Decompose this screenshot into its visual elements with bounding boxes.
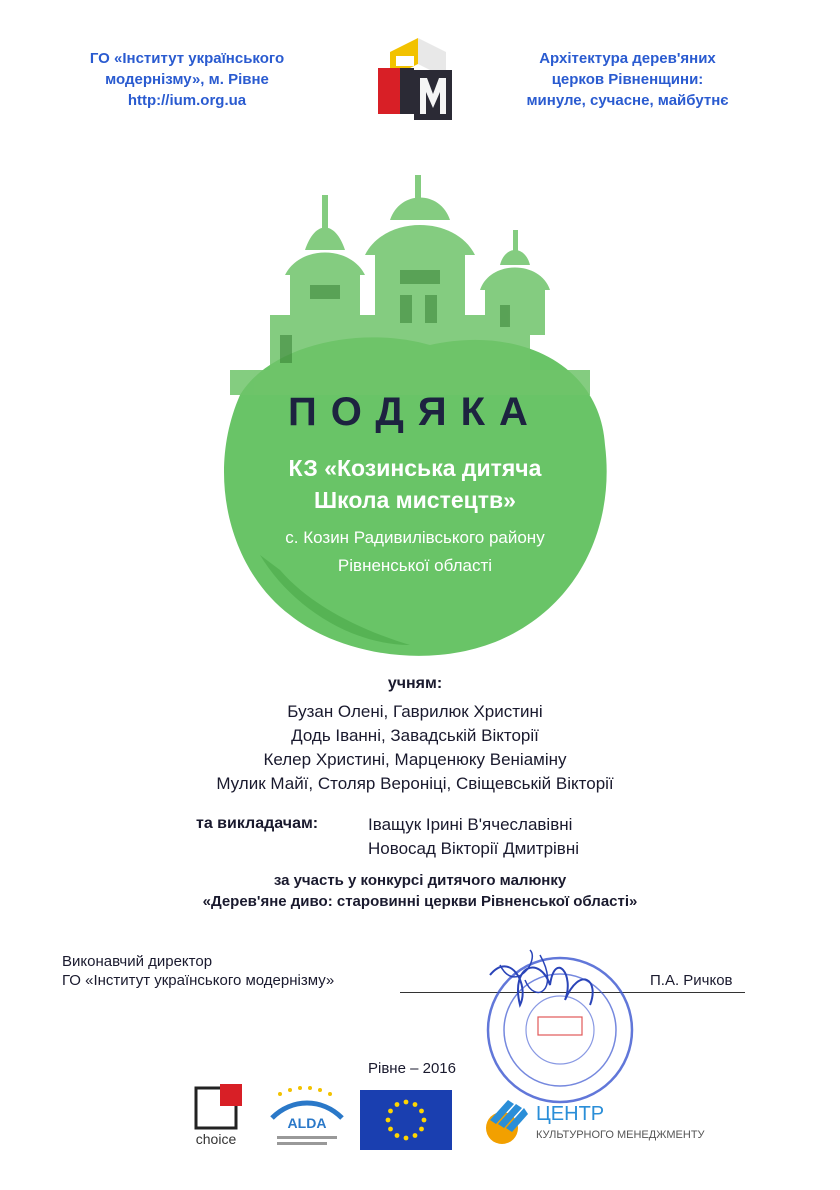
organizer-name-line1: ГО «Інститут українського (89, 50, 285, 67)
recipient-org-line2: Школа мистецтв» (314, 487, 516, 513)
choice-logo-icon (180, 1080, 260, 1160)
organizer-name-line2: модернізму», м. Рівне (105, 71, 269, 88)
alda-logo-icon (262, 1080, 352, 1160)
ium-logo-icon (370, 30, 460, 125)
round-stamp-icon (480, 945, 640, 1105)
organizer-url: http://ium.org.ua (127, 92, 247, 109)
pupils-line: Мулик Майї, Столяр Вероніці, Свіщевській Вікторії (216, 774, 614, 793)
project-title-line3: минуле, сучасне, майбутнє (526, 92, 729, 109)
contest-line1: за участь у конкурсі дитячого малюнку (273, 872, 567, 889)
recipient-location-line1: с. Козин Радивилівського району (285, 528, 545, 547)
recipient-org-line1: КЗ «Козинська дитяча (288, 455, 542, 481)
recipient-location-line2: Рівненської області (337, 556, 493, 575)
eu-flag-icon (360, 1090, 452, 1150)
choice-label: choice (195, 1131, 237, 1147)
project-title-line2: церков Рівненщини: (551, 71, 704, 88)
project-title (495, 48, 760, 111)
city-year: Рівне – 2016 (368, 1060, 456, 1077)
signer-name: П.А. Ричков (650, 972, 733, 989)
teachers-list (368, 813, 579, 861)
ckm-label-line1: ЦЕНТР (536, 1103, 605, 1125)
alda-label: ALDA (287, 1115, 327, 1131)
contest-line2: «Дерев'яне диво: старовинні церкви Рівненської області» (202, 893, 638, 910)
pupils-list (200, 700, 630, 796)
pupils-heading: учням: (387, 675, 443, 692)
project-title-line1: Архітектура дерев'яних (539, 50, 716, 67)
teacher-line: Іващук Ірині В'ячеславівні (368, 815, 573, 834)
ckm-label-line2: КУЛЬТУРНОГО МЕНЕДЖМЕНТУ (536, 1129, 705, 1141)
pupils-line: Бузан Олені, Гаврилюк Христині (287, 702, 543, 721)
culture-management-logo-icon (478, 1090, 728, 1150)
signer-position-line1: Виконавчий директор (62, 953, 213, 970)
pupils-line: Келер Христині, Марценюку Веніаміну (263, 750, 567, 769)
certificate-title: ПОДЯКА (288, 390, 542, 434)
teachers-heading: та викладачам: (196, 815, 319, 832)
organizer-info (58, 48, 316, 111)
signer-position-line2: ГО «Інститут українського модернізму» (62, 972, 335, 989)
pupils-line: Додь Іванні, Завадській Вікторії (291, 726, 539, 745)
teacher-line: Новосад Вікторії Дмитрівні (368, 839, 580, 858)
